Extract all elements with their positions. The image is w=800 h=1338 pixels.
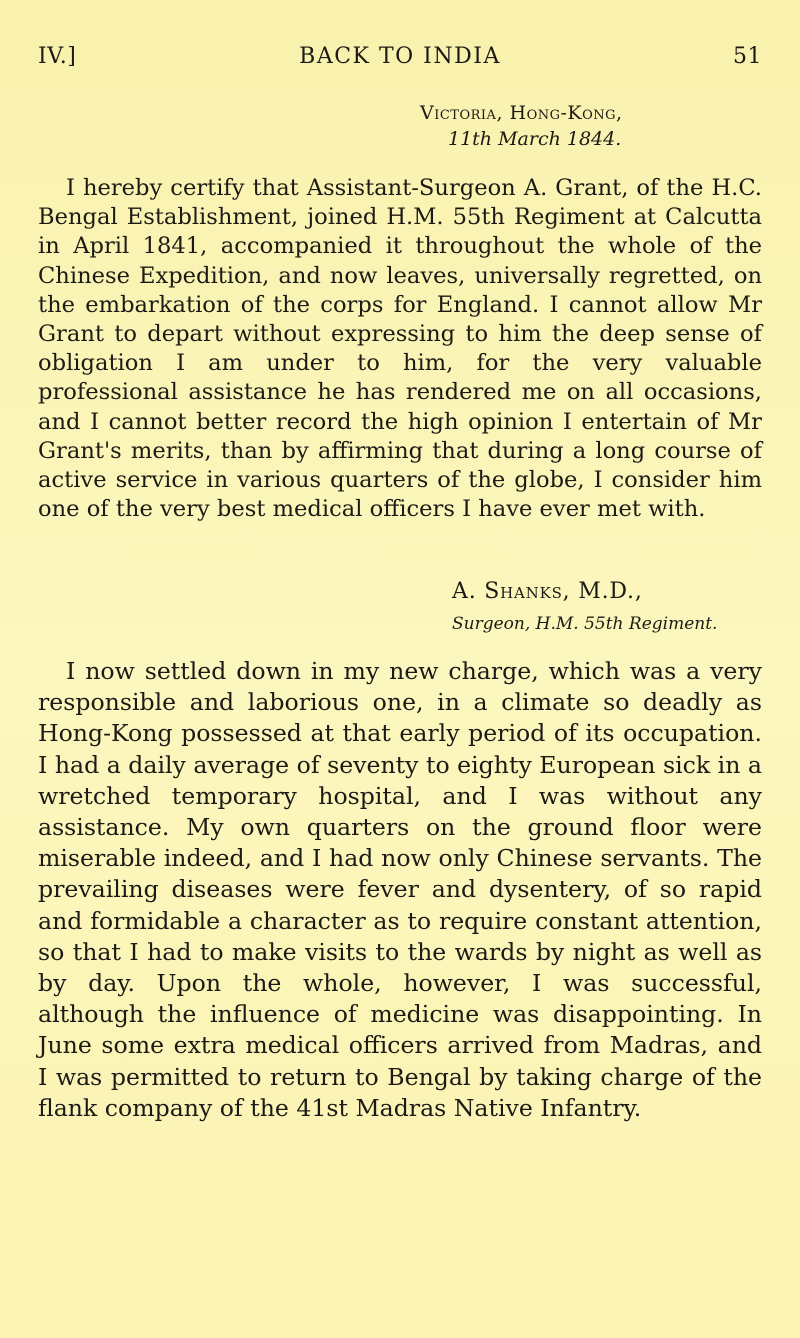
running-title: BACK TO INDIA [299, 44, 501, 69]
narrative-paragraph: I now settled down in my new charge, which was a very responsible and laborious one, in a climate so deadly as Hong-Kong possessed at that early period of its occupation. I had a daily average of seventy to eighty European sick in a wretched temporary hospital, and I was without any assistance. My own quarters on the ground floor were miserable indeed, and I had now only Chinese servants. The prevailing diseases were fever and dysentery, of so rapid and formidable a character as to require constant attention, so that I had to make visits to the wards by night as well as by day. Upon the whole, however, I was successful, although the influence of medicine was disappointing. In June some extra medical officers arrived from Madras, and I was permitted to return to Bengal by taking charge of the flank company of the 41st Madras Native Infantry. [38, 657, 762, 1122]
page-number: 51 [733, 44, 762, 69]
letter-signature [452, 578, 717, 638]
certificate-letter: I hereby certify that Assistant-Surgeon A. Grant, of the H.C. Bengal Establishment, joined H.M. 55th Regiment at Calcutta in April 1841, accompanied it throughout the whole of the Chinese Expedition, and now leaves, universally regretted, on the embarkation of the corps for England. I cannot allow Mr Grant to depart without expressing to him the deep sense of obligation I am under to him, for the very valuable professional assistance he has rendered me on all occasions, and I cannot better record the high opinion I entertain of Mr Grant's merits, than by affirming that during a long course of active service in various quarters of the globe, I consider him one of the very best medical officers I have ever met with. [38, 175, 762, 523]
dateline-place: Victoria, Hong-Kong, [420, 102, 623, 124]
running-head [38, 44, 762, 74]
dateline-date: 11th March 1844. [448, 128, 622, 150]
signatory-name: A. Shanks, M.D., [452, 579, 643, 604]
chapter-number: IV.] [38, 44, 77, 69]
signatory-rank: Surgeon, H.M. 55th Regiment. [452, 614, 718, 634]
letter-dateline [420, 100, 623, 152]
